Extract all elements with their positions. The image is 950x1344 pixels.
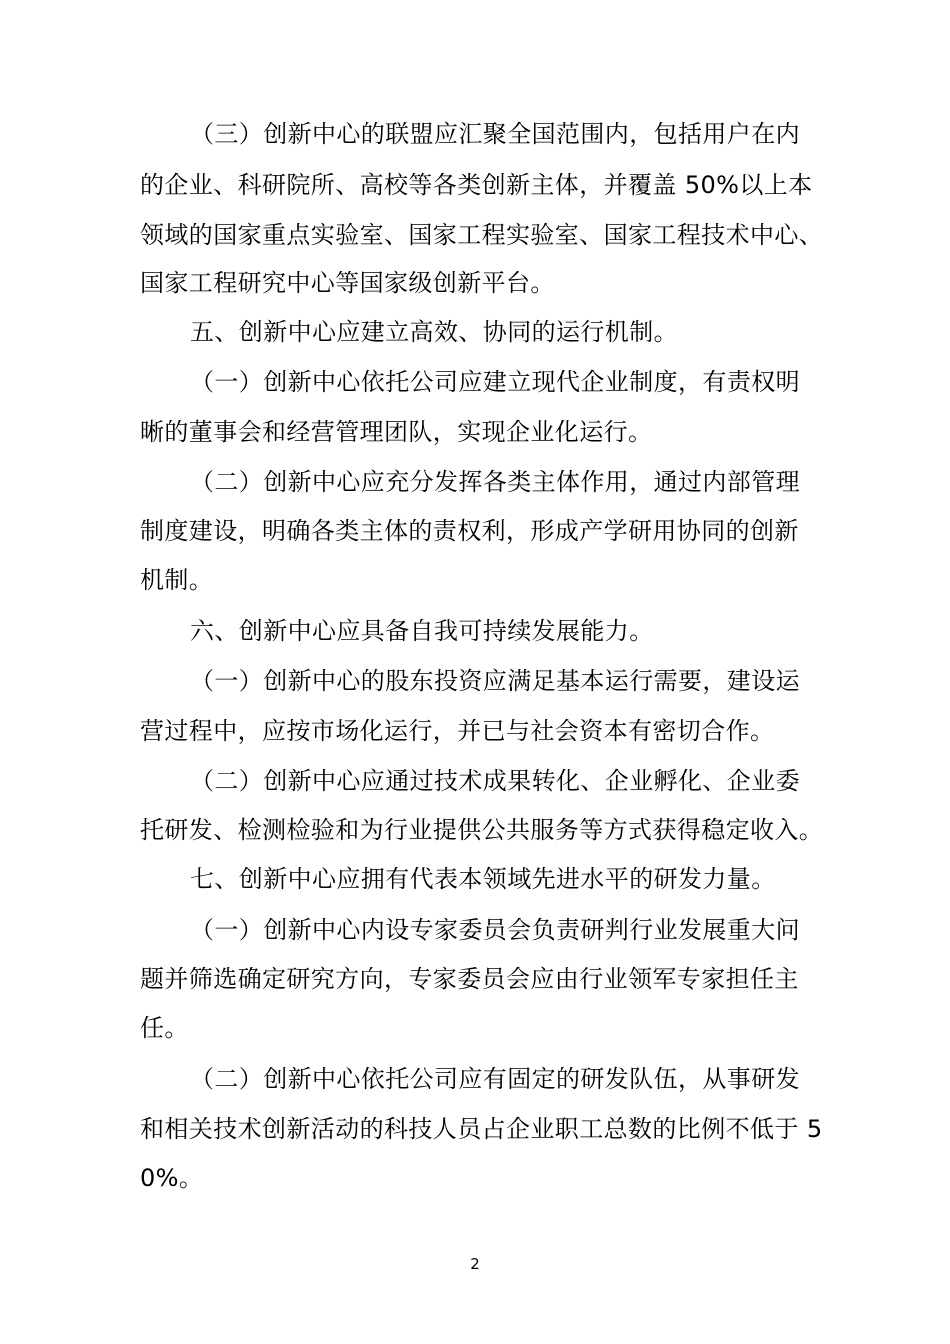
page-number: 2 (470, 1255, 480, 1273)
section-heading: 五、创新中心应建立高效、协同的运行机制。 (190, 318, 678, 346)
paragraph-line: （二）创新中心依托公司应有固定的研发队伍，从事研发 (190, 1065, 800, 1093)
paragraph-line: （一）创新中心的股东投资应满足基本运行需要，建设运 (190, 667, 800, 695)
paragraph-line: 国家工程研究中心等国家级创新平台。 (140, 269, 555, 297)
paragraph-line: 任。 (140, 1014, 189, 1042)
paragraph-line: 制度建设，明确各类主体的责权利，形成产学研用协同的创新 (140, 517, 799, 545)
paragraph-line: （三）创新中心的联盟应汇聚全国范围内，包括用户在内 (190, 120, 800, 148)
section-heading: 六、创新中心应具备自我可持续发展能力。 (190, 617, 654, 645)
paragraph-line: 托研发、检测检验和为行业提供公共服务等方式获得稳定收入。 (140, 816, 824, 844)
paragraph-line: （一）创新中心依托公司应建立现代企业制度，有责权明 (190, 368, 800, 396)
paragraph-line: 题并筛选确定研究方向，专家委员会应由行业领军专家担任主 (140, 965, 799, 993)
paragraph-line: （二）创新中心应充分发挥各类主体作用，通过内部管理 (190, 468, 800, 496)
paragraph-line: （二）创新中心应通过技术成果转化、企业孵化、企业委 (190, 767, 800, 795)
paragraph-line: 晰的董事会和经营管理团队，实现企业化运行。 (140, 418, 653, 446)
paragraph-line: 机制。 (140, 566, 214, 594)
paragraph-line: 0%。 (140, 1164, 204, 1192)
paragraph-line: 营过程中，应按市场化运行，并已与社会资本有密切合作。 (140, 717, 775, 745)
paragraph-line: 的企业、科研院所、高校等各类创新主体，并覆盖 50%以上本 (140, 171, 813, 199)
paragraph-line: 领域的国家重点实验室、国家工程实验室、国家工程技术中心、 (140, 221, 824, 249)
section-heading: 七、创新中心应拥有代表本领域先进水平的研发力量。 (190, 865, 776, 893)
paragraph-line: 和相关技术创新活动的科技人员占企业职工总数的比例不低于 5 (140, 1115, 823, 1143)
paragraph-line: （一）创新中心内设专家委员会负责研判行业发展重大问 (190, 916, 800, 944)
